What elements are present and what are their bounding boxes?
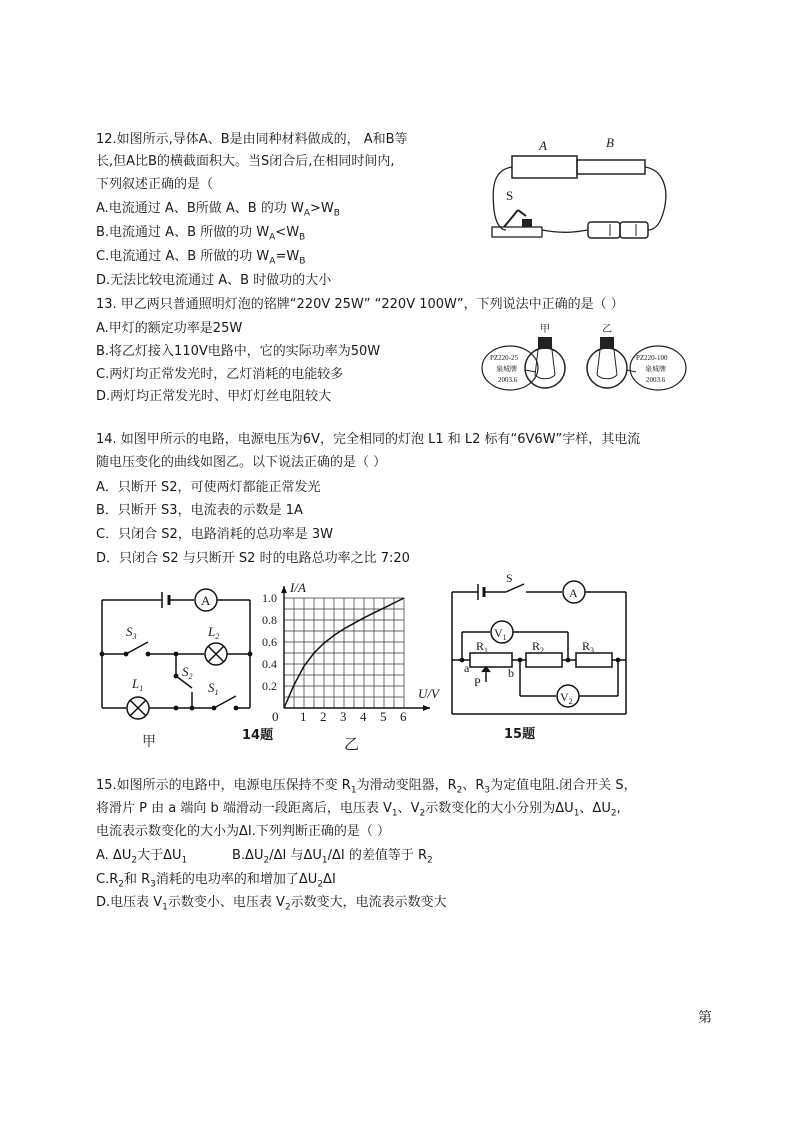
chart-axes bbox=[281, 586, 430, 711]
nameplate-left-brand: 泉城牌 bbox=[496, 365, 517, 373]
caption-15: 15题 bbox=[504, 727, 536, 742]
label-s: S bbox=[506, 188, 514, 203]
label-p: P bbox=[474, 675, 481, 689]
q14-option-c: C．只闭合 S2，电路消耗的总功率是 3W bbox=[96, 527, 333, 542]
y-axis-arrow bbox=[281, 586, 287, 593]
x-tick-label: 1 bbox=[300, 709, 307, 724]
q15-stem-line3: 电流表示数变化的大小为ΔI.下列判断正确的是（ ） bbox=[96, 824, 390, 839]
x-axis-arrow bbox=[423, 705, 430, 711]
bulb-jia bbox=[525, 348, 565, 388]
chart-x-axis-label: U/V bbox=[418, 686, 439, 701]
switch-s bbox=[506, 584, 524, 592]
label-a: a bbox=[464, 661, 470, 675]
q14-option-b: B．只断开 S3，电流表的示数是 1A bbox=[96, 503, 303, 518]
q15-circuit-figure bbox=[446, 571, 636, 724]
caption-yi: 乙 bbox=[344, 735, 360, 753]
rheostat-r1 bbox=[470, 653, 512, 667]
q15-stem-line2: 将滑片 P 由 a 端向 b 端滑动一段距离后，电压表 $V_1$、$V_2$示数变化的大小分别为$\Delta U_1$、$\Delta U_2$, bbox=[96, 801, 621, 819]
label-s2: $S_2$ bbox=[182, 664, 193, 681]
nameplate-right-date: 2003.6 bbox=[646, 376, 666, 384]
q13-stem: 13. 甲乙两只普通照明灯泡的铭牌“220V 25W” “220V 100W”，下列说法中正确的是（ ） bbox=[96, 297, 624, 312]
q14-stem-line2: 随电压变化的曲线如图乙。以下说法正确的是（ ） bbox=[96, 455, 387, 470]
nameplate-left-date: 2003.6 bbox=[498, 376, 518, 384]
caption-14: 14题 bbox=[242, 728, 274, 743]
x-tick-label: 2 bbox=[320, 709, 327, 724]
voltmeter-v1-label: $V_1$ bbox=[494, 626, 507, 642]
x-tick-label: 5 bbox=[380, 709, 387, 724]
label-s3: $S_3$ bbox=[126, 624, 137, 641]
q12-option-d: D.无法比较电流通过 A、B 时做功的大小 bbox=[96, 273, 332, 288]
page-number: 第 bbox=[698, 1010, 712, 1026]
q14-option-d: D．只闭合 S2 与只断开 S2 时的电路总功率之比 7:20 bbox=[96, 551, 410, 566]
q15-stem-line1: 15.如图所示的电路中，电源电压保持不变 $R_1$为滑动变阻器，$R_2$、$R_3$为定值电阻.闭合开关 S， bbox=[96, 778, 637, 796]
ammeter-15-label: A bbox=[569, 586, 578, 600]
bulb-jia-base bbox=[538, 337, 552, 349]
x-tick-label: 3 bbox=[340, 709, 347, 724]
resistor-r2 bbox=[526, 653, 562, 667]
battery-cell-2 bbox=[620, 222, 648, 238]
q15-option-b: $B.\Delta U_2/\Delta I$ 与$\Delta U_1/\Delta I$ 的差值等于 $R_2$ bbox=[232, 848, 433, 866]
bulb-yi bbox=[587, 348, 627, 388]
y-tick-label: 0.4 bbox=[262, 657, 277, 671]
q15-option-a: A. $\Delta U_2$大于$\Delta U_1$ bbox=[96, 848, 188, 866]
q12-option-c: C.电流通过 A、B 所做的功 $W_A=W_B$ bbox=[96, 249, 306, 267]
q15-option-d: D.电压表 $V_1$示数变小、电压表 $V_2$示数变大，电流表示数变大 bbox=[96, 895, 447, 913]
q12-stem-line3: 下列叙述正确的是（ bbox=[96, 177, 214, 192]
y-tick-label: 1.0 bbox=[262, 591, 277, 605]
label-l2: $L_2$ bbox=[208, 624, 220, 641]
q13-option-d: D.两灯均正常发光时、甲灯灯丝电阻较大 bbox=[96, 389, 332, 404]
nameplate-right-brand: 泉城牌 bbox=[645, 365, 666, 373]
chart-y-axis-label: I/A bbox=[290, 580, 306, 595]
q14-circuit-jia bbox=[96, 584, 256, 750]
label-yi: 乙 bbox=[602, 324, 612, 335]
caption-jia: 甲 bbox=[142, 734, 156, 750]
q12-option-b: B.电流通过 A、B 所做的功 $W_A<W_B$ bbox=[96, 225, 306, 243]
q12-stem-line1: 12.如图所示,导体A、B是由同种材料做成的， A和B等 bbox=[96, 132, 408, 147]
label-r1: $R_1$ bbox=[476, 639, 489, 655]
q13-option-a: A.甲灯的额定功率是25W bbox=[96, 321, 243, 336]
y-tick-label: 0.2 bbox=[262, 679, 277, 693]
q13-option-b: B.将乙灯接入110V电路中，它的实际功率为50W bbox=[96, 344, 381, 359]
label-b: B bbox=[606, 135, 614, 150]
chart-grid bbox=[284, 598, 404, 708]
nameplate-left-model: PZ220-25 bbox=[490, 354, 518, 362]
conductor-a bbox=[512, 156, 577, 178]
label-b: b bbox=[508, 666, 514, 680]
bulb-yi-base bbox=[600, 337, 614, 349]
switch-s1 bbox=[214, 696, 236, 708]
x-tick-label: 4 bbox=[360, 709, 367, 724]
switch-base bbox=[492, 227, 542, 237]
q12-stem-line2: 长,但A比B的横截面积大。当S闭合后,在相同时间内, bbox=[96, 154, 395, 169]
q13-bulbs-figure bbox=[478, 320, 688, 400]
q12-option-a: A.电流通过 A、B所做 A、B 的功 $W_A>W_B$ bbox=[96, 201, 340, 219]
y-tick-label: 0.6 bbox=[262, 635, 277, 649]
label-s: S bbox=[506, 571, 513, 585]
label-r2: $R_2$ bbox=[532, 639, 545, 655]
x-tick-label: 0 bbox=[272, 709, 279, 724]
conductor-b bbox=[577, 160, 645, 174]
resistor-r3 bbox=[576, 653, 612, 667]
y-tick-label: 0.8 bbox=[262, 613, 277, 627]
switch-s3 bbox=[126, 642, 148, 654]
x-tick-label: 6 bbox=[400, 709, 407, 724]
q13-option-c: C.两灯均正常发光时，乙灯消耗的电能较多 bbox=[96, 367, 344, 382]
battery-cell-1 bbox=[588, 222, 620, 238]
q14-stem-line1: 14. 如图甲所示的电路，电源电压为6V，完全相同的灯泡 L1 和 L2 标有“6V6W”字样，其电流 bbox=[96, 432, 641, 447]
q14-option-a: A．只断开 S2，可使两灯都能正常发光 bbox=[96, 480, 321, 495]
label-l1: $L_1$ bbox=[132, 676, 144, 693]
voltmeter-v2-label: $V_2$ bbox=[560, 690, 573, 706]
q14-iu-chart bbox=[262, 580, 442, 730]
label-a: A bbox=[539, 138, 547, 153]
nameplate-right-model: PZ220-100 bbox=[636, 354, 668, 362]
ammeter-jia-label: A bbox=[201, 593, 211, 608]
label-r3: $R_3$ bbox=[582, 639, 595, 655]
q15-option-c: $C.R_2$和 $R_3$消耗的电功率的和增加了$\Delta U_2\Delta I$ bbox=[96, 872, 336, 890]
label-jia: 甲 bbox=[540, 324, 550, 335]
label-s1: $S_1$ bbox=[208, 680, 219, 697]
q12-circuit-figure bbox=[484, 130, 674, 250]
